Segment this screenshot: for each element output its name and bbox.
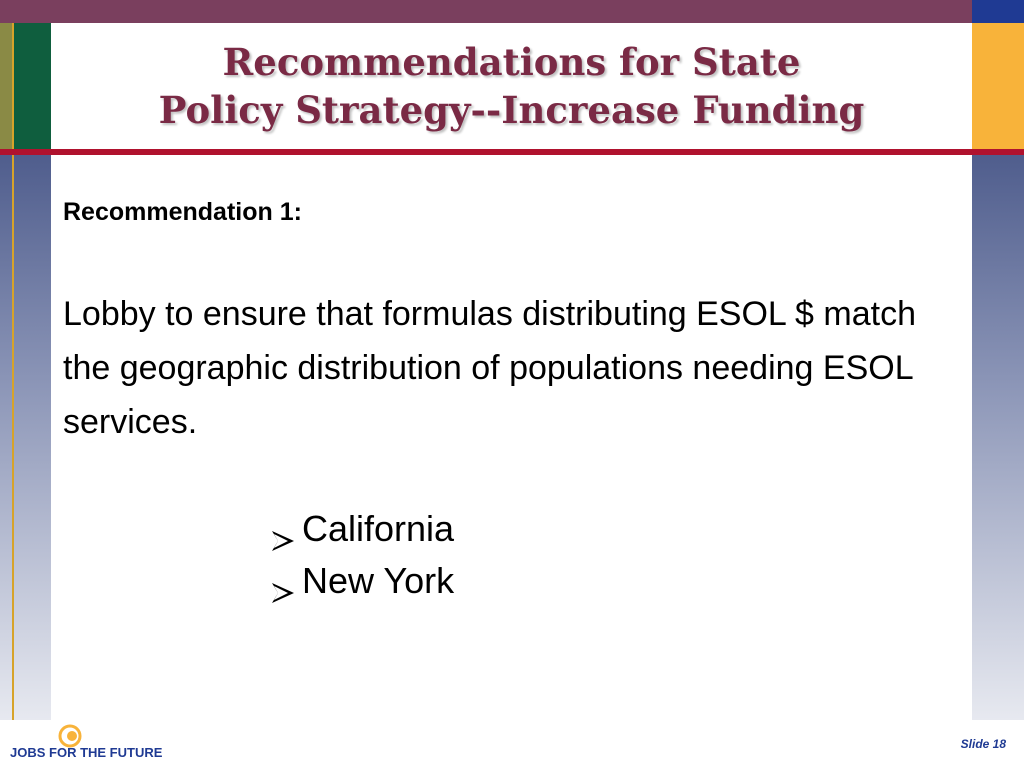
slide-number: Slide 18 — [960, 737, 1006, 751]
list-item — [270, 555, 454, 607]
bullet-label: California — [302, 508, 455, 549]
logo-text: JOBS FOR THE FUTURE — [10, 745, 163, 760]
title-rule — [0, 149, 1024, 155]
slide-title — [51, 38, 972, 134]
recommendation-body: Lobby to ensure that formulas distributing ESOL $ match the geographic distribution of populations needing ESOL services. — [63, 295, 916, 441]
bullet-label: New York — [302, 560, 455, 601]
footer — [0, 720, 1024, 768]
right-orange-block — [972, 23, 1024, 150]
left-green-block — [13, 23, 51, 150]
top-bar — [0, 0, 972, 23]
corner-blue-block — [972, 0, 1024, 23]
state-list — [270, 503, 454, 607]
arrow-bullet-icon — [270, 568, 296, 594]
list-item — [270, 503, 454, 555]
title-line-1: Recommendations for State — [222, 40, 801, 84]
title-line-2: Policy Strategy--Increase Funding — [158, 88, 865, 132]
gold-divider-line — [12, 23, 14, 723]
right-gradient-band — [972, 150, 1024, 720]
arrow-bullet-icon — [270, 516, 296, 542]
recommendation-label: Recommendation 1: — [63, 198, 302, 226]
left-gradient-band — [0, 150, 51, 720]
